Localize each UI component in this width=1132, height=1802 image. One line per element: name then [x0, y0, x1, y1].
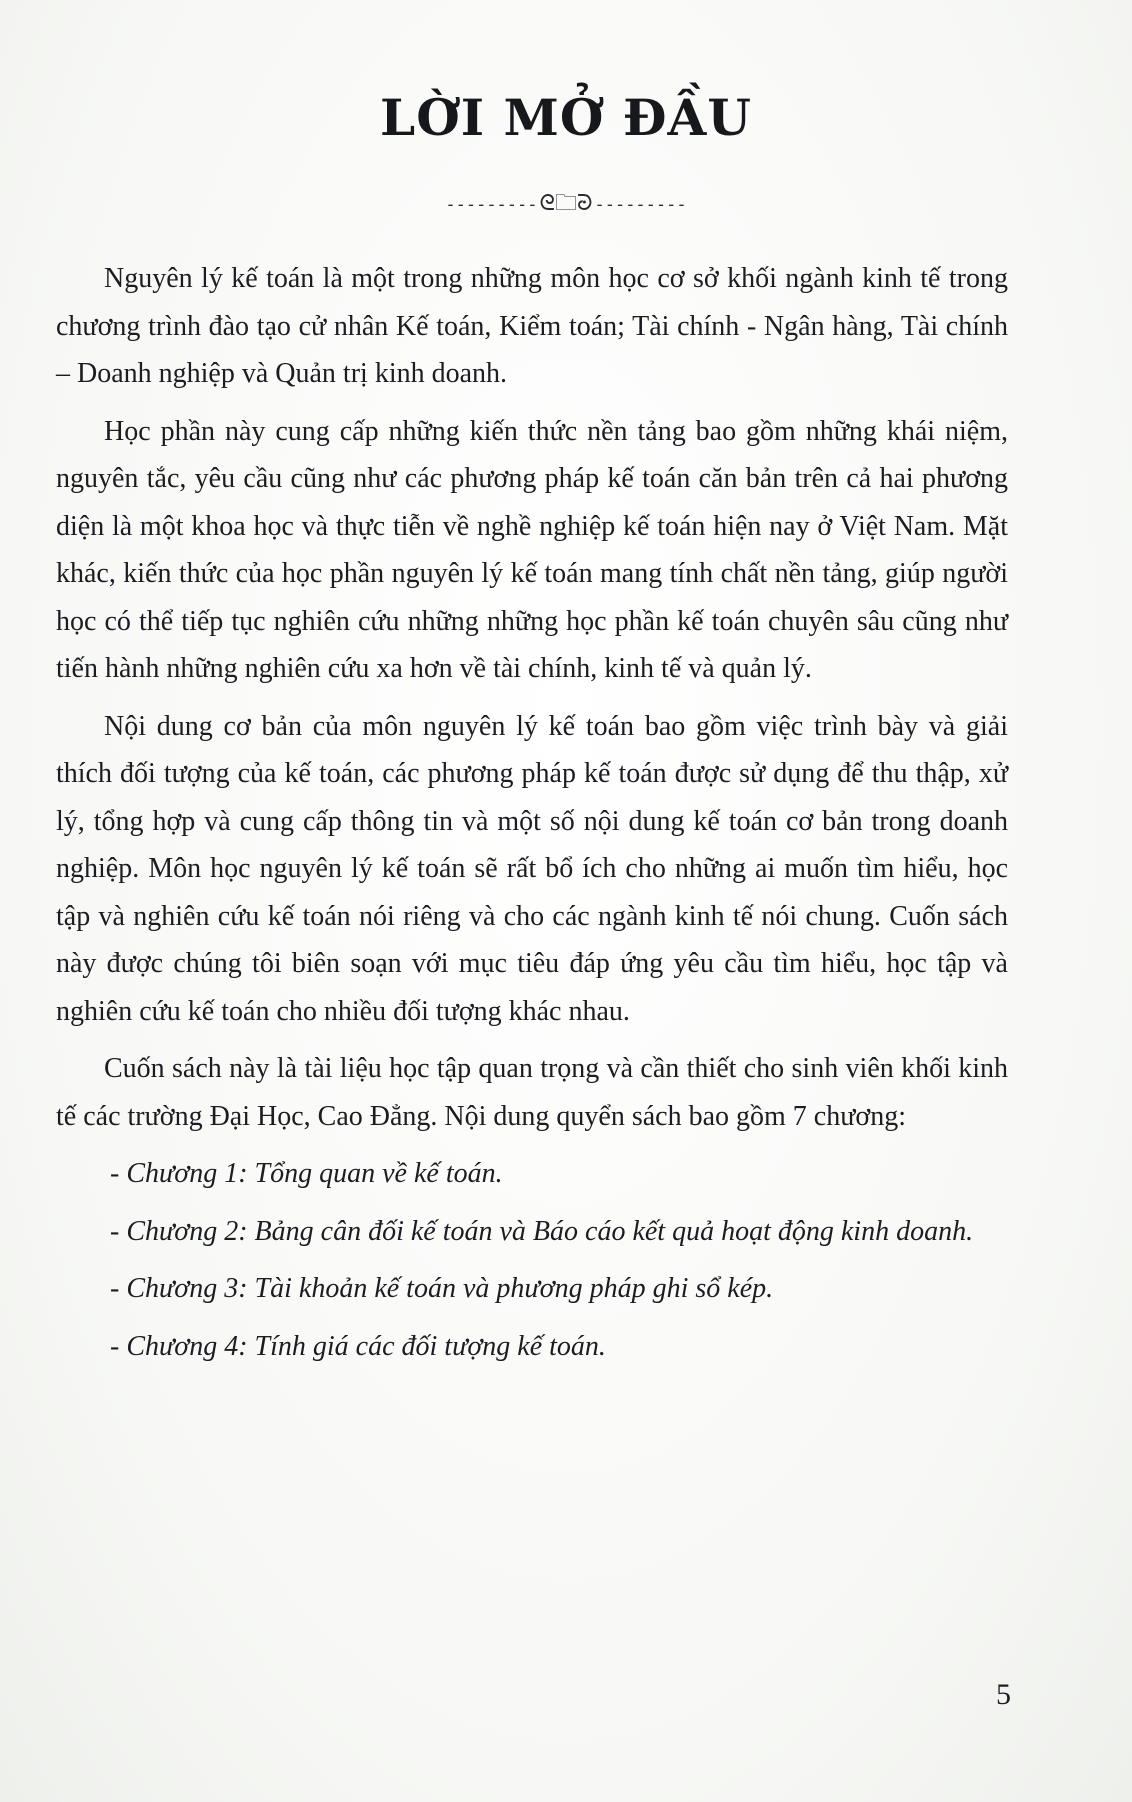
paragraph-3: Nội dung cơ bản của môn nguyên lý kế toán bao gồm việc trình bày và giải thích đối tượng của kế toán, các phương pháp kế toán được sử dụng để thu thập, xử lý, tổng hợp và cung cấp thông tin và một số nội dung kế toán cơ bản trong doanh nghiệp. Môn học nguyên lý kế toán sẽ rất bổ ích cho những ai muốn tìm hiểu, học tập và nghiên cứu kế toán nói riêng và cho các ngành kinh tế nói chung. Cuốn sách này được chúng tôi biên soạn với mục tiêu đáp ứng yêu cầu tìm hiểu, học tập và nghiên cứu kế toán cho nhiều đối tượng khác nhau. [56, 710, 1008, 1027]
page-number: 5 [996, 1678, 1011, 1711]
paragraph-2: Học phần này cung cấp những kiến thức nền tảng bao gồm những khái niệm, nguyên tắc, yêu cầu cũng như các phương pháp kế toán căn bản trên cả hai phương diện là một khoa học và thực tiễn về nghề nghiệp kế toán hiện nay ở Việt Nam. Mặt khác, kiến thức của học phần nguyên lý kế toán mang tính chất nền tảng, giúp người học có thể tiếp tục nghiên cứu những những học phần kế toán chuyên sâu cũng như tiến hành những nghiên cứu xa hơn về tài chính, kinh tế và quản lý. [56, 415, 1008, 684]
chapter-item-4: - Chương 4: Tính giá các đối tượng kế toán. [110, 1330, 606, 1362]
preface-body [56, 255, 1008, 1380]
chapter-item-1: - Chương 1: Tổng quan về kế toán. [110, 1158, 503, 1189]
title-ornament [0, 186, 1132, 224]
chapter-item-3: - Chương 3: Tài khoản kế toán và phương pháp ghi sổ kép. [110, 1273, 774, 1304]
chapter-item-2: - Chương 2: Bảng cân đối kế toán và Báo cáo kết quả hoạt động kinh doanh. [110, 1215, 974, 1247]
paragraph-4: Cuốn sách này là tài liệu học tập quan trọng và cần thiết cho sinh viên khối kinh tế các trường Đại Học, Cao Đẳng. Nội dung quyển sách bao gồm 7 chương: [56, 1053, 1008, 1132]
page-title: LỜI MỞ ĐẦU [380, 88, 752, 147]
ornament-left-dashes: --------- [445, 195, 538, 215]
paragraph-1: Nguyên lý kế toán là một trong những môn học cơ sở khối ngành kinh tế trong chương trình đào tạo cử nhân Kế toán, Kiểm toán; Tài chính - Ngân hàng, Tài chính – Doanh nghiệp và Quản trị kinh doanh. [56, 263, 1008, 389]
ornament-right-dashes: --------- [594, 195, 687, 215]
ornament-symbol: ᘓ🗀ᘒ [539, 191, 593, 216]
